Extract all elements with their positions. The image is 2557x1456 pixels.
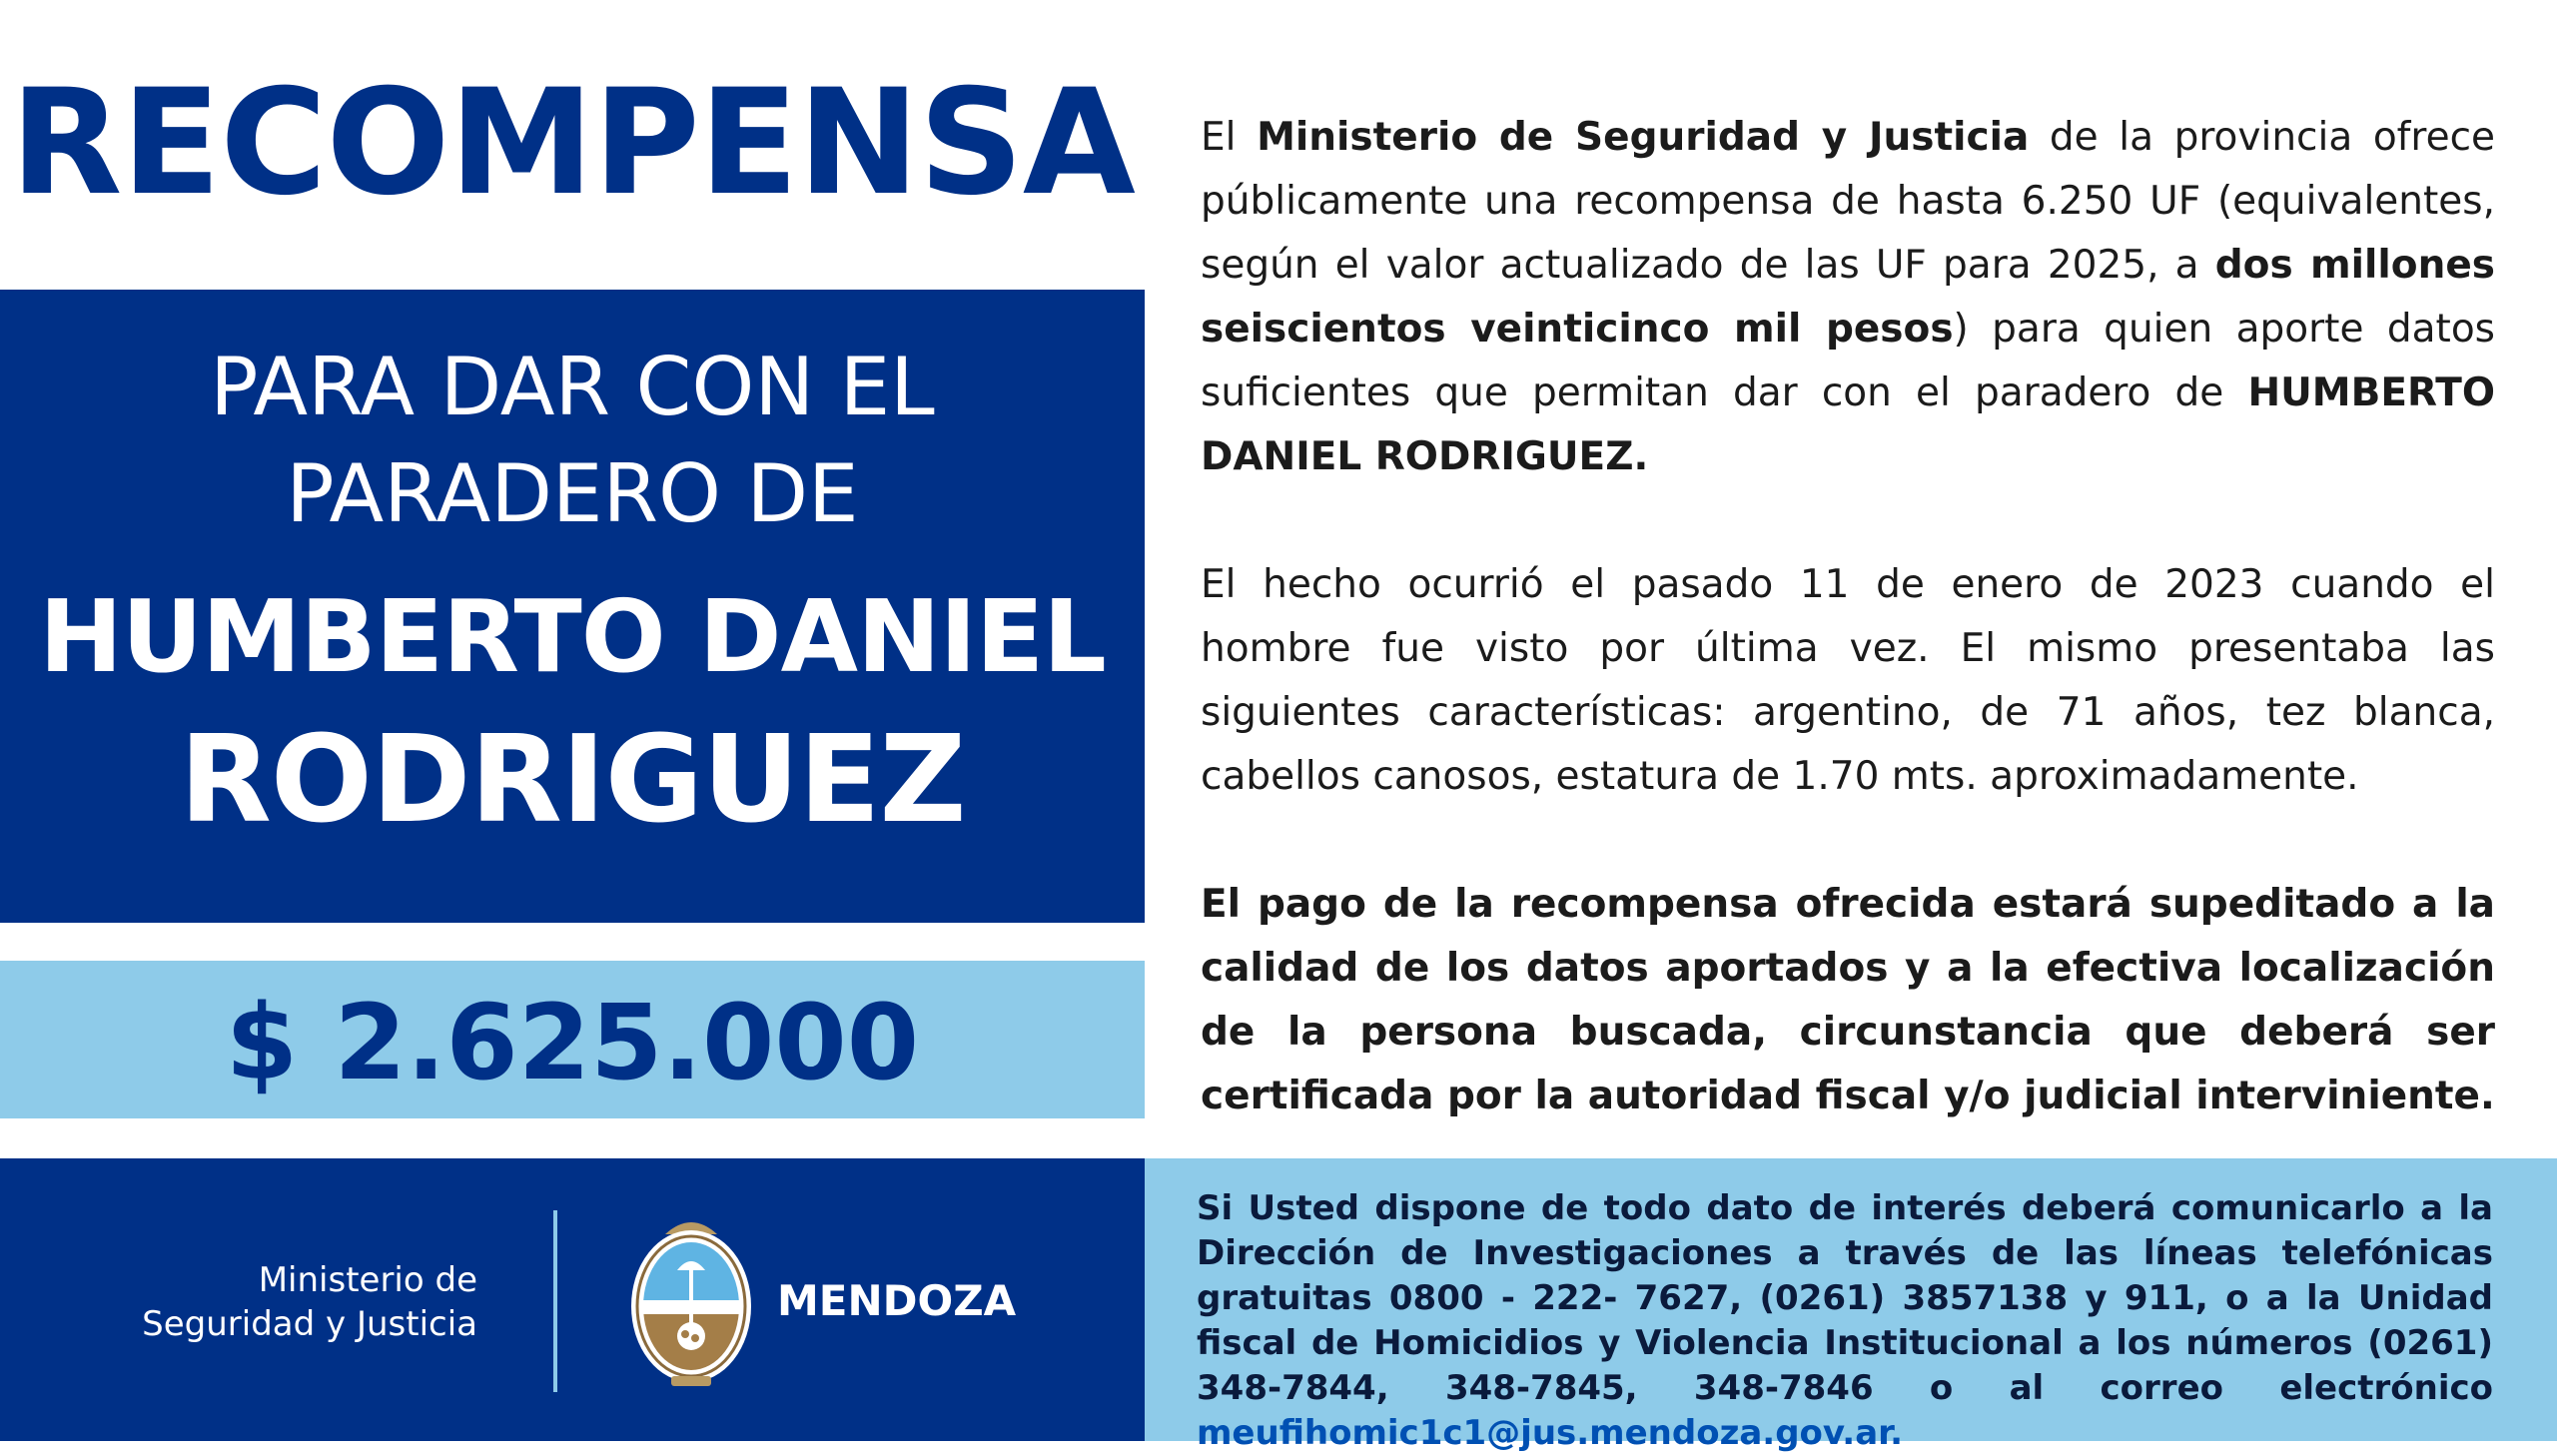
footer-divider (553, 1210, 557, 1392)
p1-text-a: El (1201, 115, 1258, 160)
p1-text-c: de la provincia ofrece públicamente una recompensa de hasta 6.250 UF (equivalentes, según el valor actualizado de las UF para 2025, a (1201, 115, 2496, 288)
ministry-label-line-1: Ministerio de (258, 1260, 477, 1300)
ministry-label-line-2: Seguridad y Justicia (142, 1304, 477, 1344)
paragraph-conditions: El pago de la recompensa ofrecida estará supeditado a la calidad de los datos aportados y a la efectiva localización de la persona buscada, circunstancia que deberá ser certificada por la autoridad fiscal y/o judicial interviniente. (1201, 882, 2495, 1118)
poster-title: RECOMPENSA (10, 58, 1135, 228)
footer-contact-panel (1145, 1158, 2557, 1453)
p1-text-e: ) para quien aporte datos suficientes que permitan dar con el paradero de (1201, 307, 2496, 415)
province-name: MENDOZA (777, 1276, 1017, 1325)
subtitle-line-1: PARA DAR CON EL (210, 341, 935, 433)
paragraph-reward-offer (1201, 106, 2495, 489)
contact-email-link[interactable]: meufihomic1c1@jus.mendoza.gov.ar. (1197, 1413, 1903, 1453)
contact-text: Si Usted dispone de todo dato de interés deberá comunicarlo a la Dirección de Investigaciones a través de las líneas telefónicas gratuitas 0800 - 222- 7627, (0261) 3857138 y 911, o a la Unidad fiscal de Homicidios y Violencia Institucional a los números (0261) 348-7844, 348-7845, 348-7846 o al correo electrónico (1197, 1188, 2493, 1408)
person-name-line-1: HUMBERTO DANIEL (39, 578, 1106, 695)
ministry-name-bold: Ministerio de Seguridad y Justicia (1257, 115, 2030, 160)
person-name-bold: HUMBERTO DANIEL RODRIGUEZ. (1201, 370, 2495, 479)
ministry-label (142, 1258, 477, 1346)
footer-branding (0, 1158, 1145, 1441)
mendoza-coat-of-arms-icon (625, 1212, 757, 1390)
reward-amount-band (0, 961, 1145, 1118)
amount-words-bold: dos millones seiscientos veinticinco mil pesos (1201, 243, 2496, 352)
reward-amount: $ 2.625.000 (225, 982, 920, 1103)
contact-info (1197, 1186, 2493, 1456)
wanted-banner (0, 290, 1145, 923)
subtitle-line-2: PARADERO DE (286, 447, 859, 540)
paragraph-description: El hecho ocurrió el pasado 11 de enero de 2023 cuando el hombre fue visto por última vez. El mismo presentaba las siguientes características: argentino, de 71 años, tez blanca, cabellos canosos, estatura de 1.70 mts. aproximadamente. (1201, 562, 2495, 799)
body-text (1201, 106, 2495, 1128)
person-name-line-2: RODRIGUEZ (179, 711, 966, 850)
